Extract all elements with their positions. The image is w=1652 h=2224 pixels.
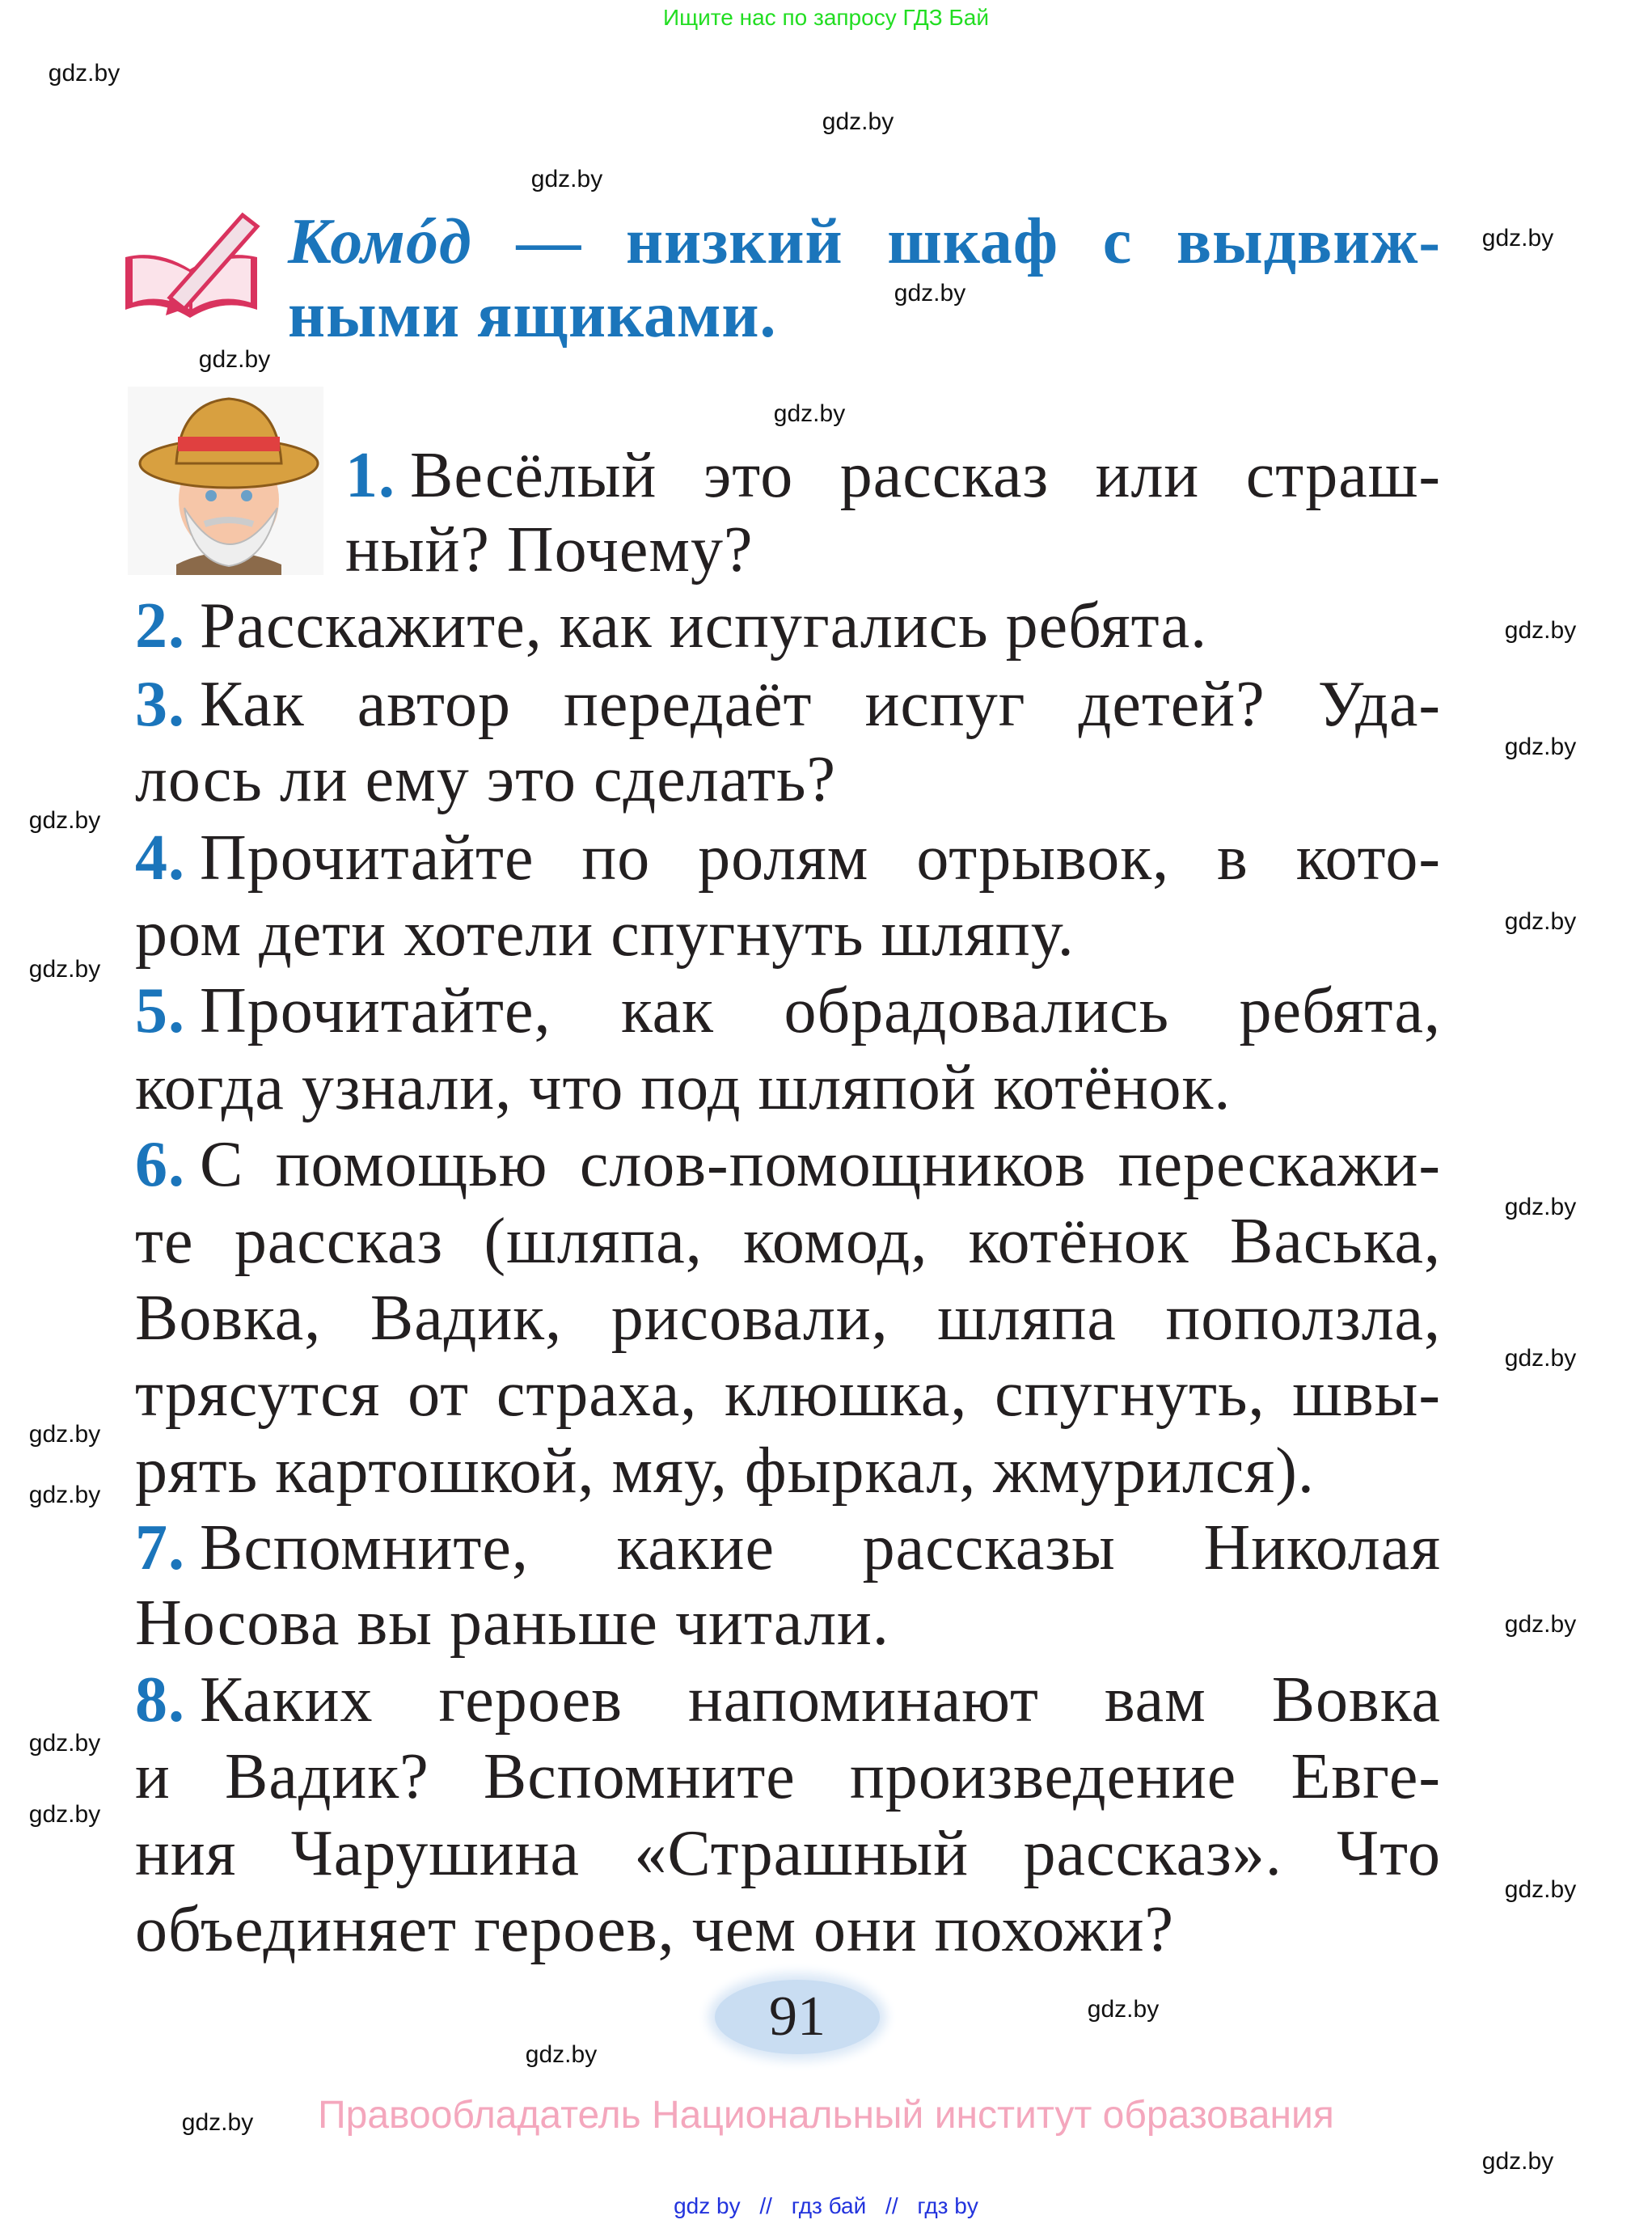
question-7-line	[135, 1589, 1441, 1657]
question-text: Весёлый это рассказ или страш-	[410, 440, 1441, 511]
question-8-line	[135, 1896, 1441, 1964]
question-text: Прочитайте, как обрадовались ребята,	[200, 975, 1441, 1046]
question-6-line	[135, 1207, 1441, 1275]
question-text: когда узнали, что под шляпой котёнок.	[135, 1052, 1232, 1123]
question-text: объединяет героев, чем они похожи?	[135, 1894, 1175, 1965]
question-number: 3.	[135, 669, 185, 740]
question-8-line	[135, 1820, 1441, 1888]
question-6-line	[135, 1284, 1441, 1352]
definition-text: — низкий шкаф с выдвиж-	[516, 206, 1441, 277]
watermark: gdz.by	[28, 1482, 101, 1508]
footer-link-gdz-bai[interactable]: гдз бай	[791, 2193, 867, 2218]
question-8-line	[135, 1666, 1441, 1734]
question-text: Носова вы раньше читали.	[135, 1588, 889, 1659]
footer-separator: //	[759, 2193, 772, 2218]
watermark: gdz.by	[48, 60, 120, 87]
watermark: gdz.by	[1504, 1876, 1577, 1903]
question-5-line	[135, 977, 1441, 1045]
question-text: С помощью слов-помощников перескажи-	[200, 1129, 1441, 1200]
question-text: трясутся от страха, клюшка, спугнуть, швы-	[135, 1359, 1441, 1430]
question-text: Как автор передаёт испуг детей? Уда-	[200, 669, 1441, 740]
question-text: Расскажите, как испугались ребята.	[200, 590, 1208, 662]
watermark: gdz.by	[1504, 1345, 1577, 1372]
footer-link-gdz-by-2[interactable]: гдз by	[917, 2193, 978, 2218]
watermark: gdz.by	[28, 956, 101, 983]
watermark: gdz.by	[822, 108, 894, 135]
question-4-line	[135, 824, 1441, 892]
page-number: 91	[769, 1985, 826, 2048]
question-6-line	[135, 1360, 1441, 1428]
question-3-line	[135, 746, 1441, 814]
question-text: Вспомните, какие рассказы Николая	[200, 1512, 1441, 1583]
watermark: gdz.by	[1087, 1996, 1160, 2023]
watermark: gdz.by	[198, 346, 271, 373]
watermark: gdz.by	[28, 1730, 101, 1757]
question-number: 6.	[135, 1129, 185, 1200]
question-text: ром дети хотели спугнуть шляпу.	[135, 898, 1075, 970]
watermark: gdz.by	[1504, 1194, 1577, 1220]
book-pencil-icon	[121, 209, 263, 326]
question-text: и Вадик? Вспомните произведение Евге-	[135, 1741, 1441, 1812]
footer-links	[0, 2193, 1652, 2219]
question-6-line	[135, 1437, 1441, 1505]
watermark: gdz.by	[181, 2109, 254, 2136]
question-4-line	[135, 900, 1441, 968]
search-hint: Ищите нас по запросу ГДЗ Бай	[662, 5, 990, 30]
footer-link-gdz-by[interactable]: gdz by	[674, 2193, 741, 2218]
watermark: gdz.by	[28, 807, 101, 834]
watermark: gdz.by	[1481, 2148, 1554, 2175]
question-text: Вовка, Вадик, рисовали, шляпа поползла,	[135, 1283, 1441, 1354]
watermark: gdz.by	[28, 1801, 101, 1828]
question-text: ный? Почему?	[345, 514, 754, 586]
question-text: Каких героев напоминают вам Вовка	[200, 1664, 1441, 1736]
watermark: gdz.by	[1481, 225, 1554, 252]
copyright-notice: Правообладатель Национальный институт образования	[318, 2094, 1334, 2137]
question-text: ния Чарушина «Страшный рассказ». Что	[135, 1818, 1441, 1889]
question-text: те рассказ (шляпа, комод, котёнок Васька,	[135, 1206, 1441, 1277]
watermark: gdz.by	[1504, 617, 1577, 644]
definition-line-2: ными ящиками.	[288, 280, 777, 351]
question-number: 5.	[135, 975, 185, 1046]
footer-separator: //	[885, 2193, 898, 2218]
watermark: gdz.by	[1504, 1611, 1577, 1638]
question-6-line	[135, 1131, 1441, 1199]
question-3-line	[135, 670, 1441, 738]
question-number: 8.	[135, 1664, 185, 1736]
question-5-line	[135, 1054, 1441, 1122]
definition-line-1	[288, 208, 1441, 276]
question-number: 7.	[135, 1512, 185, 1583]
question-2-line	[135, 592, 1441, 660]
definition-term: Комóд	[288, 206, 472, 277]
question-number: 1.	[345, 440, 395, 511]
question-1-line	[345, 516, 1441, 584]
question-text: лось ли ему это сделать?	[135, 744, 837, 815]
watermark: gdz.by	[525, 2041, 598, 2068]
watermark: gdz.by	[530, 166, 603, 192]
question-text: Прочитайте по ролям отрывок, в кото-	[200, 822, 1441, 894]
watermark: gdz.by	[1504, 908, 1577, 935]
question-7-line	[135, 1514, 1441, 1582]
question-number: 2.	[135, 590, 185, 662]
question-1-line	[345, 442, 1441, 509]
question-8-line	[135, 1743, 1441, 1811]
watermark: gdz.by	[773, 400, 846, 427]
watermark: gdz.by	[894, 280, 966, 307]
old-man-illustration	[128, 387, 323, 575]
watermark: gdz.by	[28, 1421, 101, 1448]
question-number: 4.	[135, 822, 185, 894]
question-text: рять картошкой, мяу, фыркал, жмурился).	[135, 1435, 1315, 1507]
watermark: gdz.by	[1504, 734, 1577, 760]
